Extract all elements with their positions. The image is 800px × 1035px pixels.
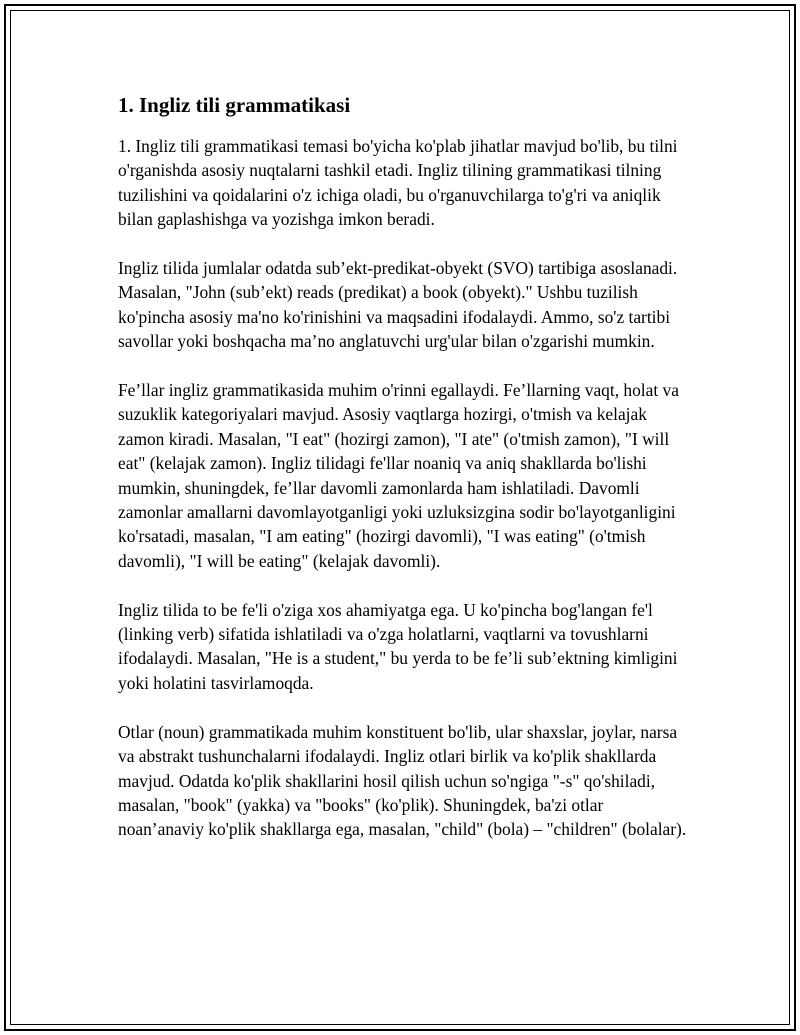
paragraph-to-be: Ingliz tilida to be fe'li o'ziga xos ahamiyatga ega. U ko'pincha bog'langan fe'l (linking verb) sifatida ishlatiladi va o'zga holatlarni, vaqtlarni va tovushlarni ifodalaydi. Masalan, "He is a student," bu yerda to be fe’li sub’ektning kimligini yoki holatini tasvirlamoqda. [118,599,678,693]
paragraph-nouns: Otlar (noun) grammatikada muhim konstituent bo'lib, ular shaxslar, joylar, narsa va abstrakt tushunchalarni ifodalaydi. Ingliz otlari birlik va ko'plik shakllarda mavjud. Odatda ko'plik shakllarini hosil qilish uchun so'ngiga "-s" qo'shiladi, masalan, "book" (yakka) va "books" (ko'plik). Shuningdek, ba'zi otlar noan’anaviy ko'plik shakllarga ega, masalan, "child" (bola) – "children" (bolalar). [118,721,687,840]
paragraph-word-order: Ingliz tilida jumlalar odatda sub’ekt-predikat-obyekt (SVO) tartibiga asoslanadi. Masalan, "John (sub’ekt) reads (predikat) a book (obyekt)." Ushbu tuzilish ko'pincha asosiy ma'no ko'rinishini va maqsadini ifodalaydi. Ammo, so'z tartibi savollar yoki boshqacha ma’no anglatuvchi urg'ular bilan o'zgarishi mumkin. [118,258,678,352]
document-title: 1. Ingliz tili grammatikasi [118,93,351,117]
document-body [118,92,688,866]
paragraph-intro: 1. Ingliz tili grammatikasi temasi bo'yicha ko'plab jihatlar mavjud bo'lib, bu tilni o'rganishda asosiy nuqtalarni tashkil etadi. Ingliz tilining grammatikasi tilning tuzilishini va qoidalarini o'z ichiga oladi, bu o'rganuvchilarga to'g'ri va aniqlik bilan gaplashishga va yozishga imkon beradi. [118,136,678,230]
paragraph-verbs: Fe’llar ingliz grammatikasida muhim o'rinni egallaydi. Fe’llarning vaqt, holat va suzuklik kategoriyalari mavjud. Asosiy vaqtlarga hozirgi, o'tmish va kelajak zamon kiradi. Masalan, "I eat" (hozirgi zamon), "I ate" (o'tmish zamon), "I will eat" (kelajak zamon). Ingliz tilidagi fe'llar noaniq va aniq shakllarda bo'lishi mumkin, shuningdek, fe’llar davomli zamonlarda ham ishlatiladi. Davomli zamonlar amallarni davomlayotganligi yoki uzluksizgina sodir bo'layotganligini ko'rsatadi, masalan, "I am eating" (hozirgi davomli), "I was eating" (o'tmish davomli), "I will be eating" (kelajak davomli). [118,380,679,571]
